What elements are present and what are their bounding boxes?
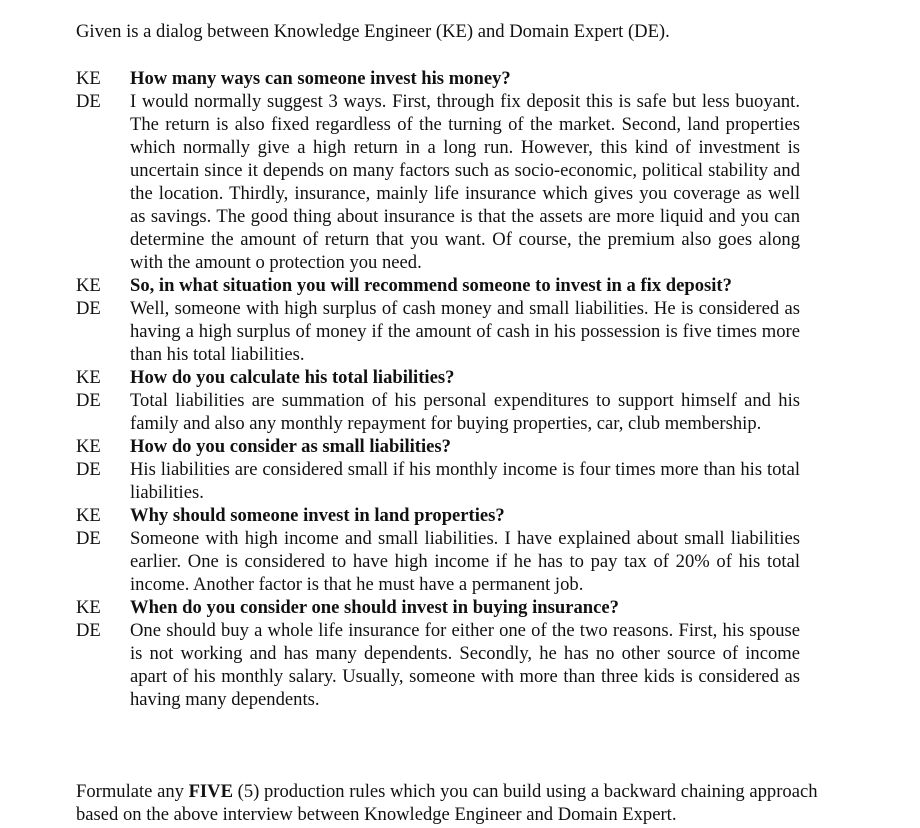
answer-text: Someone with high income and small liabilities. I have explained about small liabilities earlier. One is considered to have high income if he has to pay tax of 20% of his total income. Another factor is that he must have a permanent job. — [130, 528, 800, 595]
dialog-turn-ke — [76, 67, 800, 90]
task-prefix: Formulate any — [76, 781, 189, 802]
question-text: When do you consider one should invest in buying insurance? — [130, 597, 619, 618]
dialog-turn-de — [76, 389, 800, 435]
question-text: So, in what situation you will recommend someone to invest in a fix deposit? — [130, 275, 732, 296]
dialog-turn-ke — [76, 366, 800, 389]
question-text: How do you calculate his total liabilities? — [130, 367, 455, 388]
speaker-label: DE — [76, 620, 101, 641]
dialog-turn-ke — [76, 274, 800, 297]
task-suffix: (5) production rules which you can build using a backward chaining approach — [233, 781, 818, 802]
speaker-label: KE — [76, 436, 101, 457]
speaker-label: KE — [76, 275, 101, 296]
task-line-2: based on the above interview between Knowledge Engineer and Domain Expert. — [76, 804, 677, 825]
question-text: How many ways can someone invest his money? — [130, 68, 511, 89]
dialog-turn-ke — [76, 435, 800, 458]
question-text: Why should someone invest in land properties? — [130, 505, 505, 526]
dialog-transcript — [76, 67, 800, 711]
speaker-label: KE — [76, 68, 101, 89]
answer-text: Total liabilities are summation of his personal expenditures to support himself and his family and also any monthly repayment for buying properties, car, club membership. — [130, 390, 800, 434]
dialog-turn-de — [76, 458, 800, 504]
intro-text: Given is a dialog between Knowledge Engineer (KE) and Domain Expert (DE). — [76, 21, 670, 42]
dialog-turn-ke — [76, 504, 800, 527]
question-text: How do you consider as small liabilities? — [130, 436, 451, 457]
dialog-turn-de — [76, 527, 800, 596]
speaker-label: DE — [76, 91, 101, 112]
dialog-turn-de — [76, 297, 800, 366]
speaker-label: KE — [76, 597, 101, 618]
answer-text: Well, someone with high surplus of cash money and small liabilities. He is considered as having a high surplus of money if the amount of cash in his possession is five times more than his total liabilities. — [130, 298, 800, 365]
speaker-label: KE — [76, 367, 101, 388]
task-instruction — [76, 780, 896, 826]
answer-text: His liabilities are considered small if his monthly income is four times more than his total liabilities. — [130, 459, 800, 503]
speaker-label: DE — [76, 390, 101, 411]
speaker-label: KE — [76, 505, 101, 526]
speaker-label: DE — [76, 528, 101, 549]
answer-text: I would normally suggest 3 ways. First, through fix deposit this is safe but less buoyant. The return is also fixed regardless of the turning of the market. Second, land properties which normally give a high return in a long run. However, this kind of investment is uncertain since it depends on many factors such as socio-economic, political stability and the location. Thirdly, insurance, mainly life insurance which gives you coverage as well as savings. The good thing about insurance is that the assets are more liquid and you can determine the amount of return that you want. Of course, the premium also goes along with the amount o protection you need. — [130, 91, 800, 273]
answer-text: One should buy a whole life insurance for either one of the two reasons. First, his spouse is not working and has many dependents. Secondly, he has no other source of income apart of his monthly salary. Usually, someone with more than three kids is considered as having many dependents. — [130, 620, 800, 710]
speaker-label: DE — [76, 459, 101, 480]
task-line-1 — [76, 780, 896, 803]
dialog-turn-de — [76, 619, 800, 711]
dialog-turn-de — [76, 90, 800, 274]
dialog-turn-ke — [76, 596, 800, 619]
task-emphasis: FIVE — [188, 781, 234, 802]
speaker-label: DE — [76, 298, 101, 319]
